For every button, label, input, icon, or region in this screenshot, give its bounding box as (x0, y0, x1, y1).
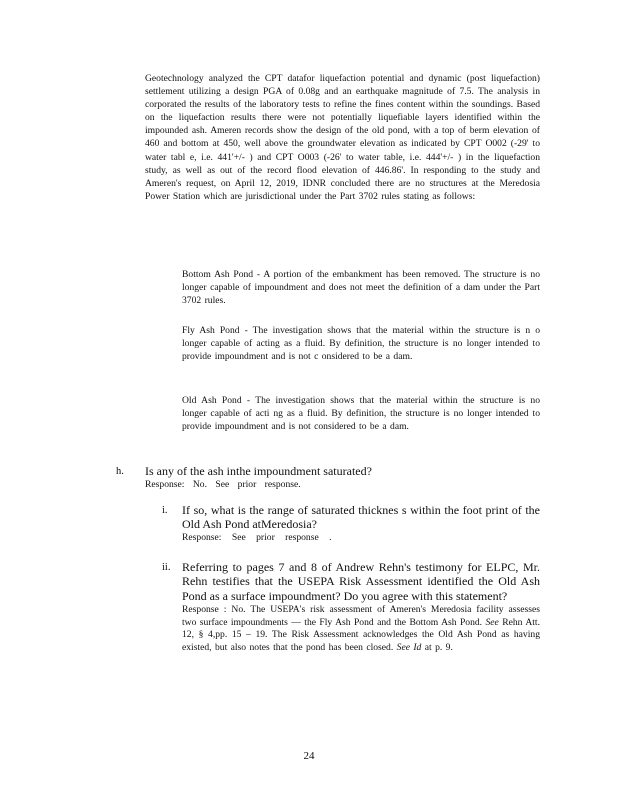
response-text: No. See prior response. (192, 479, 301, 490)
intro-paragraph: Geotechnology analyzed the CPT datafor liquefaction potential and dynamic (post liquefaction) settlement utilizing a design PGA of 0.08g and an earthquake magnitude of 7.5. The analysis in corporated the results of the laboratory tests to refine the fines content within the soundings. Based on the liquefaction results there were not potentially liquefiable layers identified within the impounded ash. Ameren records show the design of the old pond, with a top of berm elevation of 460 and bottom at 450, well above the groundwater elevation as indicated by CPT O002 (-29' to water tabl e, i.e. 441'+/- ) and CPT O003 (-26' to water table, i.e. 444'+/- ) in the liquefaction study, as well as out of the record flood elevation of 446.86'. In responding to the study and Ameren's request, on April 12, 2019, IDNR concluded there are no structures at the Meredosia Power Station which are jurisdictional under the Part 3702 rules stating as follows: (145, 73, 540, 202)
response-end: at p. 9. (424, 641, 453, 653)
item-h-marker: h. (116, 466, 124, 477)
sub-item-ii-marker: ii. (162, 562, 171, 573)
item-h-question: Is any of the ash inthe impoundment saturated? (145, 464, 372, 478)
sub-item-ii-question: Referring to pages 7 and 8 of Andrew Rehn's testimony for ELPC, Mr. Rehn testifies that the USEPA Risk Assessment identified the Old Ash Pond as a surface impoundment? Do you agree with this statement? (182, 560, 540, 603)
response-label: Response (182, 604, 219, 615)
response-label: Response: (145, 479, 185, 490)
quote-bottom-ash-pond: Bottom Ash Pond - A portion of the embankment has been removed. The structure is no longer capable of impoundment and does not meet the definition of a dam under the Part 3702 rules. (182, 269, 540, 307)
sub-item-i-marker: i. (162, 505, 168, 516)
sub-item-i-question: If so, what is the range of saturated thicknes s within the foot print of the Old Ash Pond atMeredosia? (182, 503, 540, 532)
page-number: 24 (303, 750, 315, 762)
citation-see: See (485, 616, 499, 628)
quote-fly-ash-pond: Fly Ash Pond - The investigation shows that the material within the structure is n o longer capable of acting as a fluid. By definition, the structure is no longer intended to provide impoundment and is not c onsidered to be a dam. (182, 325, 540, 363)
quote-old-ash-pond: Old Ash Pond - The investigation shows that the material within the structure is no longer capable of acti ng as a fluid. By definition, the structure is no longer intended to provide impoundment and is not considered to be a dam. (182, 395, 540, 433)
citation-see-id: See Id (396, 641, 422, 653)
response-text: See prior response . (231, 532, 332, 543)
item-h-response (145, 479, 540, 491)
response-label: Response: (182, 532, 222, 543)
response-lead: : No. The USEPA's risk assessment of Ameren's Meredosia facility assesses two surface impoundments — the Fly Ash Pond and the Bottom Ash Pond. (182, 604, 540, 628)
sub-item-i-response (182, 532, 540, 545)
sub-item-ii-response (182, 604, 540, 654)
response-mid: Rehn Att. 12, § 4,pp. 15 – 19. The Risk Assessment acknowledges the Old Ash Pond as having existed, but also notes that the pond has been closed. (182, 616, 540, 653)
